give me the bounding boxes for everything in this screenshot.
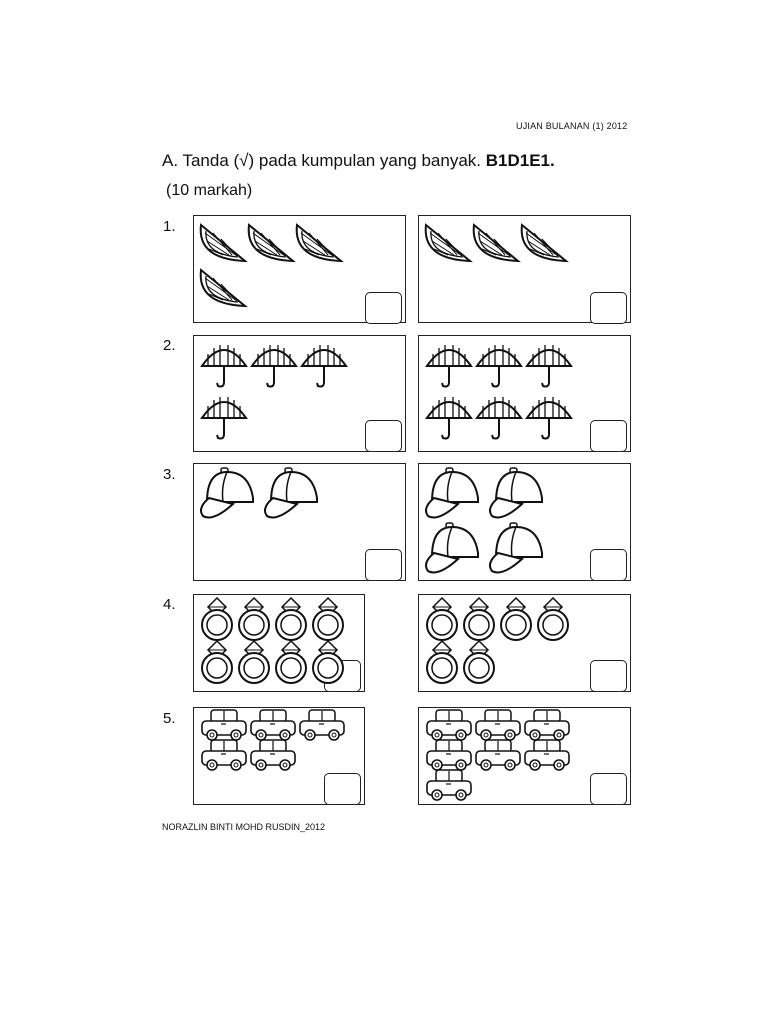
- q2-right-answer-box[interactable]: [590, 420, 627, 452]
- marks-label: (10 markah): [166, 182, 253, 199]
- ring-icon: [200, 598, 234, 642]
- q2-left-answer-box[interactable]: [365, 420, 402, 452]
- ring-icon: [200, 641, 234, 685]
- umbrella-icon: [425, 340, 473, 388]
- exam-label: UJIAN BULANAN (1) 2012: [516, 121, 628, 131]
- ring-icon: [237, 598, 271, 642]
- umbrella-icon: [525, 392, 573, 440]
- cap-icon: [201, 468, 257, 522]
- q4-right-answer-box[interactable]: [590, 660, 627, 692]
- orange-slice-icon: [295, 221, 343, 265]
- orange-slice-icon: [424, 221, 472, 265]
- ring-icon: [274, 598, 308, 642]
- question-number-4: 4.: [163, 596, 176, 613]
- ring-icon: [237, 641, 271, 685]
- instruction-text: A. Tanda (√) pada kumpulan yang banyak.: [162, 151, 481, 170]
- ring-icon: [311, 641, 345, 685]
- footer-author: NORAZLIN BINTI MOHD RUSDIN_2012: [162, 822, 326, 832]
- umbrella-icon: [475, 340, 523, 388]
- question-number-1: 1.: [163, 218, 176, 235]
- car-icon: [201, 740, 247, 770]
- cap-icon: [265, 468, 321, 522]
- umbrella-icon: [300, 340, 348, 388]
- umbrella-icon: [475, 392, 523, 440]
- umbrella-icon: [250, 340, 298, 388]
- orange-slice-icon: [247, 221, 295, 265]
- q5-right-answer-box[interactable]: [590, 773, 627, 805]
- umbrella-icon: [425, 392, 473, 440]
- car-icon: [524, 710, 570, 740]
- q1-right-answer-box[interactable]: [590, 292, 627, 324]
- question-number-2: 2.: [163, 337, 176, 354]
- umbrella-icon: [200, 340, 248, 388]
- umbrella-icon: [525, 340, 573, 388]
- orange-slice-icon: [199, 266, 247, 310]
- car-icon: [475, 710, 521, 740]
- car-icon: [250, 740, 296, 770]
- instruction-code: B1D1E1.: [485, 151, 555, 170]
- instruction-title: [162, 151, 555, 171]
- car-icon: [201, 710, 247, 740]
- umbrella-icon: [200, 392, 248, 440]
- ring-icon: [499, 598, 533, 642]
- car-icon: [299, 710, 345, 740]
- orange-slice-icon: [199, 221, 247, 265]
- cap-icon: [490, 523, 546, 577]
- car-icon: [475, 740, 521, 770]
- car-icon: [250, 710, 296, 740]
- car-icon: [426, 740, 472, 770]
- q3-left-answer-box[interactable]: [365, 549, 402, 581]
- question-number-3: 3.: [163, 466, 176, 483]
- ring-icon: [425, 598, 459, 642]
- car-icon: [426, 770, 472, 800]
- ring-icon: [536, 598, 570, 642]
- q1-left-answer-box[interactable]: [365, 292, 402, 324]
- car-icon: [524, 740, 570, 770]
- cap-icon: [490, 468, 546, 522]
- question-number-5: 5.: [163, 710, 176, 727]
- cap-icon: [426, 523, 482, 577]
- q3-right-answer-box[interactable]: [590, 549, 627, 581]
- ring-icon: [274, 641, 308, 685]
- orange-slice-icon: [520, 221, 568, 265]
- q5-left-answer-box[interactable]: [324, 773, 361, 805]
- ring-icon: [462, 641, 496, 685]
- cap-icon: [426, 468, 482, 522]
- ring-icon: [311, 598, 345, 642]
- ring-icon: [462, 598, 496, 642]
- car-icon: [426, 710, 472, 740]
- orange-slice-icon: [472, 221, 520, 265]
- ring-icon: [425, 641, 459, 685]
